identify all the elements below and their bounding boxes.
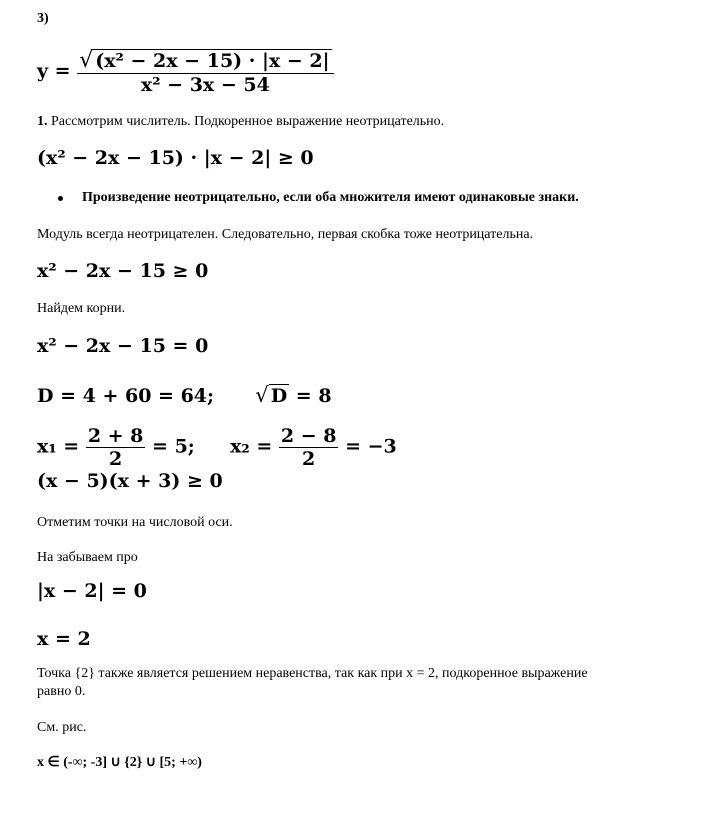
x2-label: x₂ = — [230, 435, 273, 458]
function-fraction — [77, 48, 333, 96]
task-number: 3) — [37, 11, 49, 26]
find-roots-text: Найдем корни. — [37, 301, 126, 316]
mark-points-text: Отметим точки на числовой оси. — [37, 515, 233, 530]
discriminant-line — [37, 383, 332, 407]
see-figure-text: См. рис. — [37, 720, 87, 735]
function-lhs: y = — [37, 60, 71, 82]
x1-numerator: 2 + 8 — [87, 425, 144, 447]
x2-denominator: 2 — [302, 448, 316, 470]
sqrt-sign-icon: √ — [79, 48, 94, 73]
dont-forget-text: На забываем про — [37, 550, 138, 565]
numerator-radicand: (x² − 2x − 15) · |x − 2| — [95, 50, 330, 72]
sqrt-discriminant-arg: D — [270, 385, 288, 407]
abs-equation: |x − 2| = 0 — [37, 580, 147, 602]
equation-quadratic: x² − 2x − 15 = 0 — [37, 335, 209, 357]
x-equals-2: x = 2 — [37, 628, 91, 650]
inequality-quadratic: x² − 2x − 15 ≥ 0 — [37, 260, 209, 282]
x2-numerator: 2 − 8 — [280, 425, 337, 447]
step1-text: Рассмотрим числитель. Подкоренное выражение неотрицательно. — [51, 114, 445, 129]
function-denominator: x² − 3x − 54 — [140, 74, 270, 96]
x1-value: = 5; — [152, 435, 195, 458]
point-note-line2: равно 0. — [37, 684, 86, 699]
step1-paragraph — [37, 113, 444, 131]
x2-fraction — [279, 425, 339, 470]
answer: x ∈ (-∞; -3] ∪ {2} ∪ [5; +∞) — [37, 755, 202, 770]
x1-label: x₁ = — [37, 435, 80, 458]
bullet-text: Произведение неотрицательно, если оба множителя имеют одинаковые знаки. — [82, 190, 579, 205]
function-formula — [37, 48, 334, 96]
function-numerator — [77, 48, 333, 74]
sqrt-discriminant-result: = 8 — [295, 385, 332, 407]
bullet-icon — [58, 196, 63, 201]
point-note-line1: Точка {2} также является решением неравенства, так как при x = 2, подкоренное выражение — [37, 666, 588, 681]
x1-denominator: 2 — [108, 448, 123, 470]
inequality-factored: (x − 5)(x + 3) ≥ 0 — [37, 470, 223, 492]
roots-line — [37, 425, 397, 470]
step1-number: 1. — [37, 114, 48, 129]
x1-fraction — [86, 425, 146, 470]
inequality-main: (x² − 2x − 15) · |x − 2| ≥ 0 — [37, 147, 314, 169]
sqrt-discriminant-sign-icon: √ — [255, 383, 269, 407]
discriminant-value: D = 4 + 60 = 64; — [37, 385, 215, 407]
module-text: Модуль всегда неотрицателен. Следовательно, первая скобка тоже неотрицательна. — [37, 227, 534, 242]
x2-value: = −3 — [345, 435, 397, 458]
